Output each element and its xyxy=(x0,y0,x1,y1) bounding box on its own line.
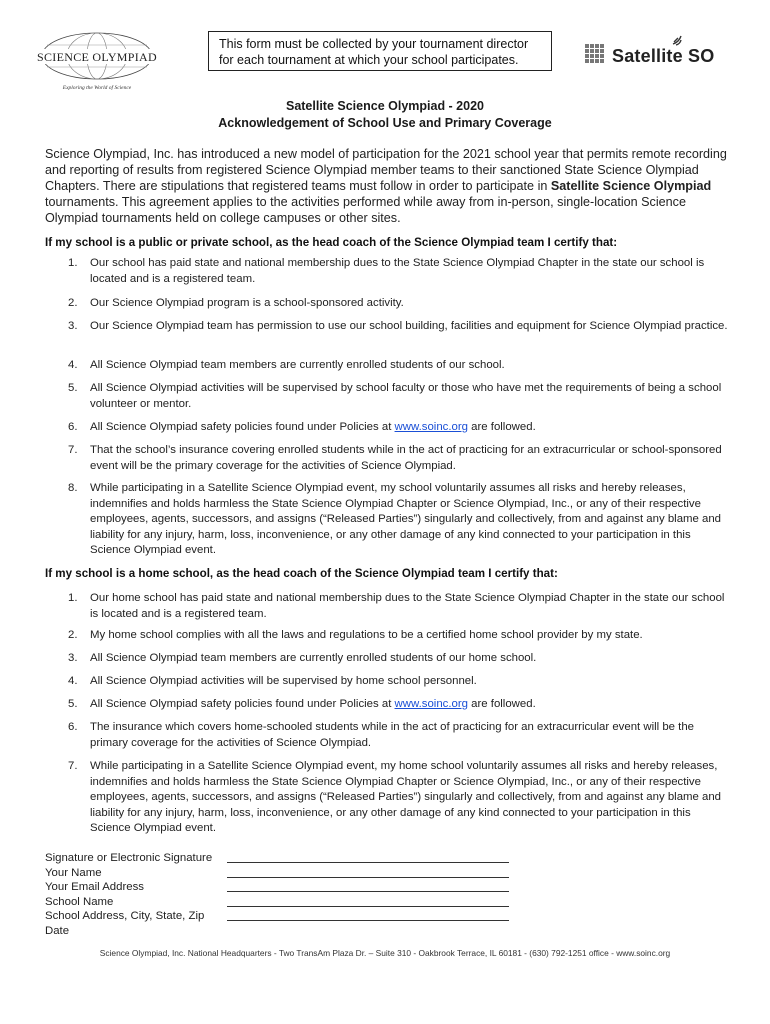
email-label: Your Email Address xyxy=(45,881,144,894)
school-address-label: School Address, City, State, Zip xyxy=(45,910,205,923)
home-item: 6. The insurance which covers home-schooled students while in the act of practicing for an extracurricular event will be the primary coverage for the activities of Science Olympiad. xyxy=(68,721,695,749)
name-label: Your Name xyxy=(45,866,102,879)
logo-left-wordmark: SCIENCE OLYMPIAD xyxy=(37,50,157,64)
soinc-link[interactable]: www.soinc.org xyxy=(394,698,468,710)
home-item: 1. Our home school has paid state and national membership dues to the State Science Olympiad Chapter in the state our school is located and is a registered team. xyxy=(68,592,725,620)
home-item: 5. All Science Olympiad safety policies found under Policies at www.soinc.org are followed. xyxy=(68,698,536,710)
logo-left-tagline: Exploring the World of Science xyxy=(62,85,132,91)
public-item: 6. All Science Olympiad safety policies found under Policies at www.soinc.org are followed. xyxy=(68,421,536,433)
public-item: 5. All Science Olympiad activities will be supervised by school faculty or those who have met the requirements of being a school volunteer or mentor. xyxy=(68,382,722,410)
date-label: Date xyxy=(45,924,70,937)
title-line-2: Acknowledgement of School Use and Primary Coverage xyxy=(218,116,552,130)
home-school-heading: If my school is a home school, as the head coach of the Science Olympiad team I certify that: xyxy=(45,567,558,580)
name-field[interactable] xyxy=(227,866,509,878)
public-school-heading: If my school is a public or private school, as the head coach of the Science Olympiad team I certify that: xyxy=(45,236,618,249)
public-item: 4. All Science Olympiad team members are currently enrolled students of our school. xyxy=(68,359,505,371)
school-name-label: School Name xyxy=(45,895,114,908)
home-item: 7. While participating in a Satellite Science Olympiad event, my home school voluntarily assumes all risks and hereby releases, indemnifies and holds harmless the State Science Olympiad Chapter or Science Olympiad, Inc., or any of their respective employees, agents, successors, and assigns (“Released Parties”) singularly and collectively, from and against any blame and liability for any injury, harm, loss, inconvenience, or any other damage of any kind connected to your participation in this Science Olympiad event. xyxy=(68,760,722,834)
title-line-1: Satellite Science Olympiad - 2020 xyxy=(285,99,484,113)
document-title xyxy=(0,98,770,132)
school-name-field[interactable] xyxy=(227,895,509,907)
satellite-grid-icon xyxy=(585,44,604,63)
science-olympiad-logo xyxy=(22,28,172,94)
intro-bold-text: Satellite Science Olympiad xyxy=(550,179,712,193)
signature-block xyxy=(45,851,509,939)
soinc-link[interactable]: www.soinc.org xyxy=(394,421,468,433)
intro-text-1: Science Olympiad, Inc. has introduced a new model of participation for the 2021 school year that permits remote recording and reporting of results from registered Science Olympiad member teams to their sanctioned State Science Olympiad Chapters. There are stipulations that registered teams must follow in order to participate in xyxy=(45,147,727,193)
footer-address: Science Olympiad, Inc. National Headquarters - Two TransAm Plaza Dr. – Suite 310 - Oakbrook Terrace, IL 60181 - (630) 792-1251 office - www.soinc.org xyxy=(99,948,671,958)
home-item: 3. All Science Olympiad team members are currently enrolled students of our home school. xyxy=(68,652,537,664)
intro-text-2: tournaments. This agreement applies to the activities performed while away from in-person, single-location Science Olympiad tournaments held on college campuses or other sites. xyxy=(45,195,686,225)
collection-notice-box xyxy=(208,31,552,71)
home-item: 2. My home school complies with all the laws and regulations to be a certified home school provider by my state. xyxy=(68,629,643,641)
public-item: 8. While participating in a Satellite Science Olympiad event, my school voluntarily assumes all risks and hereby releases, indemnifies and holds harmless the State Science Olympiad Chapter or Science Olympiad, Inc., or any of their respective employees, agents, successors, and assigns (“Released Parties”) singularly and collectively, from and against any blame and liability for any injury, harm, loss, inconvenience, or any other damage of any kind connected to your participation in this Science Olympiad event. xyxy=(68,482,722,556)
home-item: 4. All Science Olympiad activities will be supervised by home school personnel. xyxy=(68,675,477,687)
signature-field[interactable] xyxy=(227,851,509,863)
satellite-dish-icon xyxy=(673,36,681,45)
email-field[interactable] xyxy=(227,880,509,892)
public-item: 2. Our Science Olympiad program is a school-sponsored activity. xyxy=(68,297,404,309)
signature-label: Signature or Electronic Signature xyxy=(45,852,213,864)
public-item: 1. Our school has paid state and national membership dues to the State Science Olympiad Chapter in the state our school is located and is a registered team. xyxy=(68,257,705,285)
intro-paragraph xyxy=(45,146,727,226)
public-item: 7. That the school’s insurance covering enrolled students while in the act of practicing for an extracurricular or school-sponsored event will be the primary coverage for the activities of Science Olympiad. xyxy=(68,444,722,472)
public-item: 3. Our Science Olympiad team has permission to use our school building, facilities and equipment for Science Olympiad practice. xyxy=(68,320,728,332)
school-address-field[interactable] xyxy=(227,909,509,921)
logo-right-wordmark: Satellite SO xyxy=(612,46,715,66)
collection-notice-text: This form must be collected by your tournament director for each tournament at which your school participates. xyxy=(219,37,529,67)
